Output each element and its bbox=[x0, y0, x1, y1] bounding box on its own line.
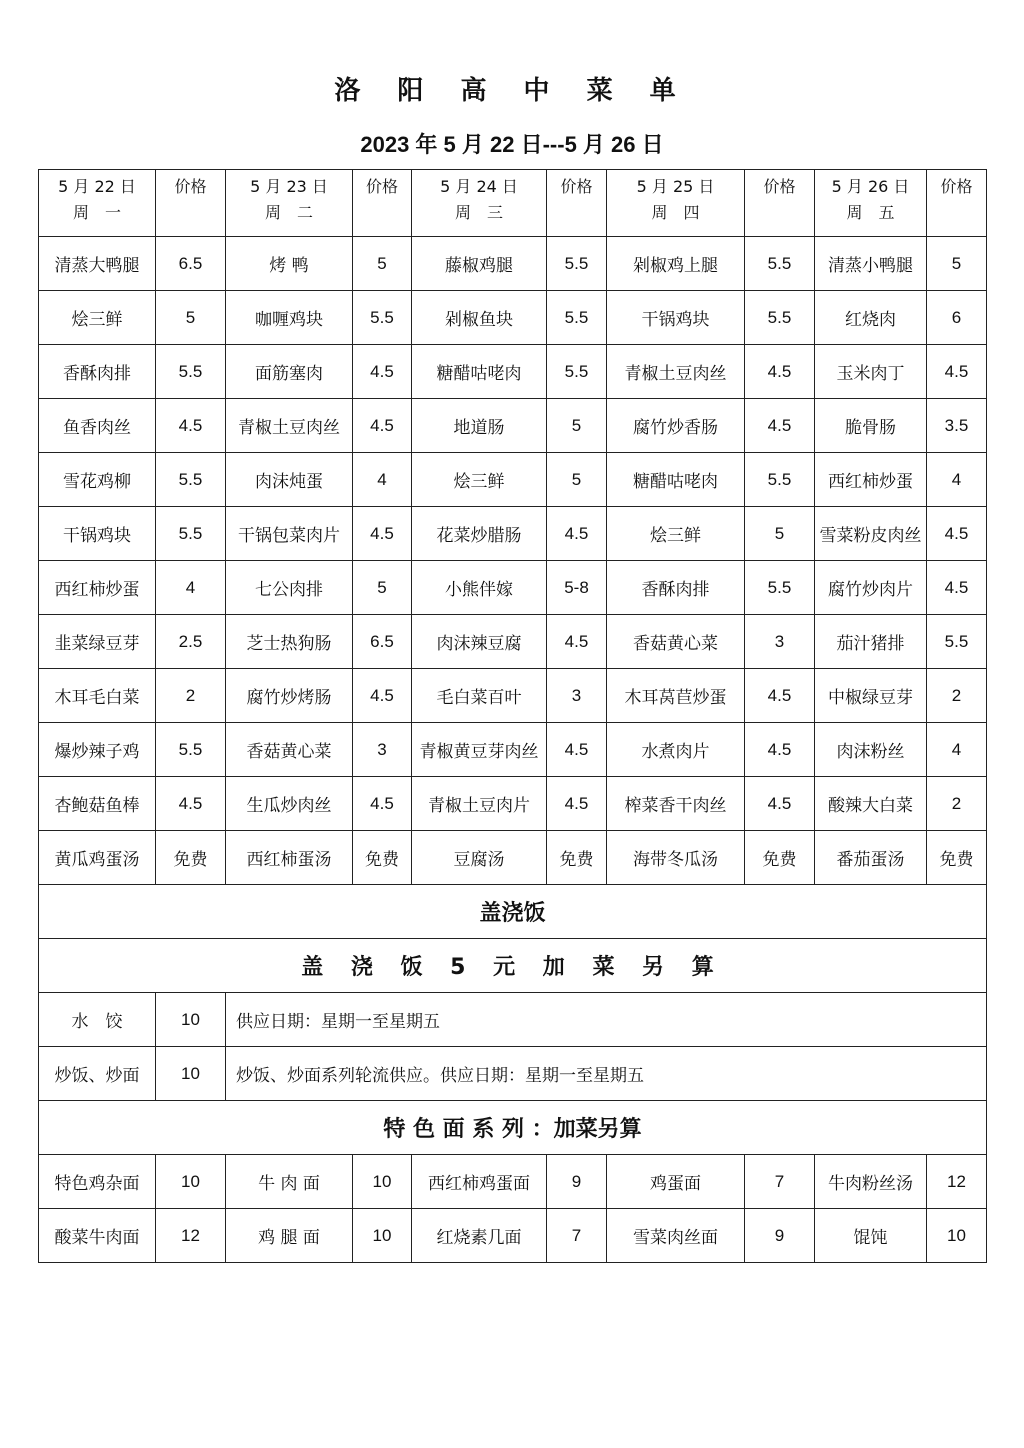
day-date: 5 月 25 日 bbox=[636, 177, 715, 196]
dish-name: 花菜炒腊肠 bbox=[412, 507, 547, 561]
noodle-section-heading: 特 色 面 系 列 ：加菜另算 bbox=[39, 1101, 987, 1155]
rice-item-note: 炒饭、炒面系列轮流供应。供应日期：星期一至星期五 bbox=[226, 1047, 987, 1101]
table-row bbox=[39, 399, 987, 453]
price-header: 价格 bbox=[547, 170, 607, 237]
table-row bbox=[39, 777, 987, 831]
dish-name: 糖醋咕咾肉 bbox=[607, 453, 745, 507]
table-row bbox=[39, 993, 987, 1047]
noodle-name: 牛 肉 面 bbox=[226, 1155, 353, 1209]
noodle-name: 雪菜肉丝面 bbox=[607, 1209, 745, 1263]
price-header: 价格 bbox=[927, 170, 987, 237]
dish-name: 雪菜粉皮肉丝 bbox=[815, 507, 927, 561]
dish-name: 肉沫辣豆腐 bbox=[412, 615, 547, 669]
dish-price: 5 bbox=[927, 237, 987, 291]
day-weekday: 周三 bbox=[454, 203, 519, 222]
date-range: 2023 年 5 月 22 日---5 月 26 日 bbox=[360, 132, 664, 157]
dish-price: 4 bbox=[927, 723, 987, 777]
dish-price: 5.5 bbox=[745, 453, 815, 507]
rice-section-subheading: 盖 浇 饭 5 元 加 菜 另 算 bbox=[39, 939, 987, 993]
dish-name: 雪花鸡柳 bbox=[39, 453, 156, 507]
dish-price: 5.5 bbox=[547, 345, 607, 399]
dish-name: 香菇黄心菜 bbox=[226, 723, 353, 777]
noodle-name: 牛肉粉丝汤 bbox=[815, 1155, 927, 1209]
dish-price: 5 bbox=[353, 237, 412, 291]
dish-price: 5.5 bbox=[547, 291, 607, 345]
dish-name: 烩三鲜 bbox=[39, 291, 156, 345]
noodle-price: 12 bbox=[927, 1155, 987, 1209]
dish-price: 5.5 bbox=[745, 561, 815, 615]
dish-name: 生瓜炒肉丝 bbox=[226, 777, 353, 831]
dish-name: 肉沫粉丝 bbox=[815, 723, 927, 777]
rice-item-note: 供应日期：星期一至星期五 bbox=[226, 993, 987, 1047]
noodle-price: 10 bbox=[353, 1209, 412, 1263]
dish-name: 红烧肉 bbox=[815, 291, 927, 345]
day-header bbox=[39, 170, 156, 237]
dish-price: 5.5 bbox=[156, 507, 226, 561]
dish-price: 3.5 bbox=[927, 399, 987, 453]
day-header bbox=[815, 170, 927, 237]
dish-name: 青椒土豆肉丝 bbox=[607, 345, 745, 399]
dish-name: 木耳莴苣炒蛋 bbox=[607, 669, 745, 723]
noodle-name: 红烧素几面 bbox=[412, 1209, 547, 1263]
dish-price: 4 bbox=[353, 453, 412, 507]
day-date: 5 月 26 日 bbox=[831, 177, 910, 196]
dish-price: 4.5 bbox=[353, 507, 412, 561]
day-header bbox=[412, 170, 547, 237]
noodle-price: 9 bbox=[547, 1155, 607, 1209]
price-header: 价格 bbox=[156, 170, 226, 237]
dish-name: 七公肉排 bbox=[226, 561, 353, 615]
dish-name: 西红柿炒蛋 bbox=[39, 561, 156, 615]
dish-name: 爆炒辣子鸡 bbox=[39, 723, 156, 777]
noodle-name: 酸菜牛肉面 bbox=[39, 1209, 156, 1263]
dish-name: 玉米肉丁 bbox=[815, 345, 927, 399]
dish-price: 3 bbox=[353, 723, 412, 777]
dish-price: 4.5 bbox=[547, 615, 607, 669]
table-row bbox=[39, 453, 987, 507]
dish-name: 肉沫炖蛋 bbox=[226, 453, 353, 507]
dish-price: 5 bbox=[156, 291, 226, 345]
rice-section-heading: 盖浇饭 bbox=[39, 885, 987, 939]
dish-price: 2 bbox=[156, 669, 226, 723]
dish-price: 4.5 bbox=[353, 777, 412, 831]
dish-name: 面筋塞肉 bbox=[226, 345, 353, 399]
dish-price: 4.5 bbox=[927, 345, 987, 399]
dish-price: 2 bbox=[927, 669, 987, 723]
dish-name: 青椒黄豆芽肉丝 bbox=[412, 723, 547, 777]
rice-item-name: 炒饭、炒面 bbox=[39, 1047, 156, 1101]
dish-name: 黄瓜鸡蛋汤 bbox=[39, 831, 156, 885]
dish-name: 毛白菜百叶 bbox=[412, 669, 547, 723]
dish-price: 免费 bbox=[547, 831, 607, 885]
dish-price: 免费 bbox=[745, 831, 815, 885]
dish-price: 4.5 bbox=[353, 345, 412, 399]
dish-price: 5.5 bbox=[353, 291, 412, 345]
noodle-price: 7 bbox=[745, 1155, 815, 1209]
dish-name: 香菇黄心菜 bbox=[607, 615, 745, 669]
dish-name: 香酥肉排 bbox=[39, 345, 156, 399]
dish-price: 4.5 bbox=[353, 669, 412, 723]
dish-price: 5.5 bbox=[547, 237, 607, 291]
dish-name: 海带冬瓜汤 bbox=[607, 831, 745, 885]
dish-name: 芝士热狗肠 bbox=[226, 615, 353, 669]
table-row bbox=[39, 237, 987, 291]
page-title: 洛 阳 高 中 菜 单 bbox=[334, 76, 690, 106]
rice-item-price: 10 bbox=[156, 993, 226, 1047]
table-row bbox=[39, 1047, 987, 1101]
table-row bbox=[39, 669, 987, 723]
dish-price: 5 bbox=[547, 453, 607, 507]
dish-name: 鱼香肉丝 bbox=[39, 399, 156, 453]
dish-name: 腐竹炒香肠 bbox=[607, 399, 745, 453]
day-date: 5 月 24 日 bbox=[440, 177, 518, 196]
dish-price: 4.5 bbox=[156, 777, 226, 831]
dish-price: 3 bbox=[547, 669, 607, 723]
dish-price: 5.5 bbox=[156, 453, 226, 507]
table-row bbox=[39, 615, 987, 669]
dish-price: 4.5 bbox=[927, 561, 987, 615]
noodle-section-heading-row bbox=[39, 1101, 987, 1155]
dish-name: 茄汁猪排 bbox=[815, 615, 927, 669]
dish-name: 腐竹炒肉片 bbox=[815, 561, 927, 615]
dish-price: 5.5 bbox=[745, 237, 815, 291]
dish-name: 西红柿蛋汤 bbox=[226, 831, 353, 885]
dish-name: 木耳毛白菜 bbox=[39, 669, 156, 723]
dish-price: 6.5 bbox=[156, 237, 226, 291]
table-row bbox=[39, 723, 987, 777]
rice-item-name: 水 饺 bbox=[39, 993, 156, 1047]
dish-name: 豆腐汤 bbox=[412, 831, 547, 885]
dish-price: 4.5 bbox=[547, 723, 607, 777]
dish-name: 腐竹炒烤肠 bbox=[226, 669, 353, 723]
dish-price: 2 bbox=[927, 777, 987, 831]
rice-section-subheading-row bbox=[39, 939, 987, 993]
day-weekday: 周一 bbox=[72, 203, 137, 222]
day-date: 5 月 23 日 bbox=[250, 177, 328, 196]
dish-price: 4.5 bbox=[745, 399, 815, 453]
dish-name: 干锅鸡块 bbox=[607, 291, 745, 345]
dish-name: 清蒸大鸭腿 bbox=[39, 237, 156, 291]
day-header bbox=[607, 170, 745, 237]
dish-price: 5 bbox=[547, 399, 607, 453]
dish-price: 4.5 bbox=[547, 507, 607, 561]
dish-price: 5.5 bbox=[156, 723, 226, 777]
dish-name: 脆骨肠 bbox=[815, 399, 927, 453]
dish-name: 酸辣大白菜 bbox=[815, 777, 927, 831]
dish-price: 5.5 bbox=[927, 615, 987, 669]
dish-name: 小熊伴嫁 bbox=[412, 561, 547, 615]
price-header: 价格 bbox=[745, 170, 815, 237]
table-row bbox=[39, 831, 987, 885]
rice-section-heading-row bbox=[39, 885, 987, 939]
dish-name: 韭菜绿豆芽 bbox=[39, 615, 156, 669]
dish-name: 干锅包菜肉片 bbox=[226, 507, 353, 561]
dish-name: 青椒土豆肉片 bbox=[412, 777, 547, 831]
dish-name: 杏鲍菇鱼棒 bbox=[39, 777, 156, 831]
noodle-price: 12 bbox=[156, 1209, 226, 1263]
dish-price: 免费 bbox=[156, 831, 226, 885]
table-row bbox=[39, 561, 987, 615]
day-header bbox=[226, 170, 353, 237]
dish-price: 2.5 bbox=[156, 615, 226, 669]
table-row bbox=[39, 1155, 987, 1209]
dish-name: 烩三鲜 bbox=[607, 507, 745, 561]
noodle-price: 10 bbox=[156, 1155, 226, 1209]
noodle-name: 特色鸡杂面 bbox=[39, 1155, 156, 1209]
dish-name: 剁椒鱼块 bbox=[412, 291, 547, 345]
table-row bbox=[39, 507, 987, 561]
menu-table bbox=[38, 169, 987, 1263]
rice-item-price: 10 bbox=[156, 1047, 226, 1101]
dish-name: 榨菜香干肉丝 bbox=[607, 777, 745, 831]
dish-name: 藤椒鸡腿 bbox=[412, 237, 547, 291]
noodle-price: 10 bbox=[927, 1209, 987, 1263]
dish-name: 番茄蛋汤 bbox=[815, 831, 927, 885]
noodle-name: 鸡 腿 面 bbox=[226, 1209, 353, 1263]
dish-price: 6 bbox=[927, 291, 987, 345]
noodle-name: 馄饨 bbox=[815, 1209, 927, 1263]
dish-price: 5 bbox=[745, 507, 815, 561]
day-weekday: 周四 bbox=[651, 203, 716, 222]
table-row bbox=[39, 291, 987, 345]
table-row bbox=[39, 1209, 987, 1263]
day-date: 5 月 22 日 bbox=[58, 177, 136, 196]
dish-price: 4 bbox=[927, 453, 987, 507]
dish-price: 免费 bbox=[927, 831, 987, 885]
day-weekday: 周五 bbox=[846, 203, 911, 222]
dish-price: 6.5 bbox=[353, 615, 412, 669]
dish-price: 5-8 bbox=[547, 561, 607, 615]
dish-price: 4.5 bbox=[745, 723, 815, 777]
dish-name: 干锅鸡块 bbox=[39, 507, 156, 561]
dish-price: 4 bbox=[156, 561, 226, 615]
noodle-price: 7 bbox=[547, 1209, 607, 1263]
table-row bbox=[39, 345, 987, 399]
dish-price: 5.5 bbox=[156, 345, 226, 399]
dish-name: 烩三鲜 bbox=[412, 453, 547, 507]
dish-price: 4.5 bbox=[156, 399, 226, 453]
dish-price: 5.5 bbox=[745, 291, 815, 345]
day-weekday: 周二 bbox=[264, 203, 329, 222]
dish-price: 4.5 bbox=[547, 777, 607, 831]
dish-price: 免费 bbox=[353, 831, 412, 885]
dish-name: 青椒土豆肉丝 bbox=[226, 399, 353, 453]
dish-price: 3 bbox=[745, 615, 815, 669]
dish-name: 中椒绿豆芽 bbox=[815, 669, 927, 723]
noodle-name: 西红柿鸡蛋面 bbox=[412, 1155, 547, 1209]
header-row bbox=[39, 170, 987, 237]
dish-name: 剁椒鸡上腿 bbox=[607, 237, 745, 291]
dish-name: 香酥肉排 bbox=[607, 561, 745, 615]
dish-price: 5 bbox=[353, 561, 412, 615]
dish-name: 清蒸小鸭腿 bbox=[815, 237, 927, 291]
dish-price: 4.5 bbox=[353, 399, 412, 453]
dish-name: 糖醋咕咾肉 bbox=[412, 345, 547, 399]
dish-price: 4.5 bbox=[745, 777, 815, 831]
dish-name: 咖喱鸡块 bbox=[226, 291, 353, 345]
dish-price: 4.5 bbox=[745, 669, 815, 723]
noodle-name: 鸡蛋面 bbox=[607, 1155, 745, 1209]
dish-name: 地道肠 bbox=[412, 399, 547, 453]
dish-name: 烤 鸭 bbox=[226, 237, 353, 291]
dish-price: 4.5 bbox=[927, 507, 987, 561]
dish-name: 水煮肉片 bbox=[607, 723, 745, 777]
noodle-price: 10 bbox=[353, 1155, 412, 1209]
dish-name: 西红柿炒蛋 bbox=[815, 453, 927, 507]
price-header: 价格 bbox=[353, 170, 412, 237]
noodle-price: 9 bbox=[745, 1209, 815, 1263]
dish-price: 4.5 bbox=[745, 345, 815, 399]
